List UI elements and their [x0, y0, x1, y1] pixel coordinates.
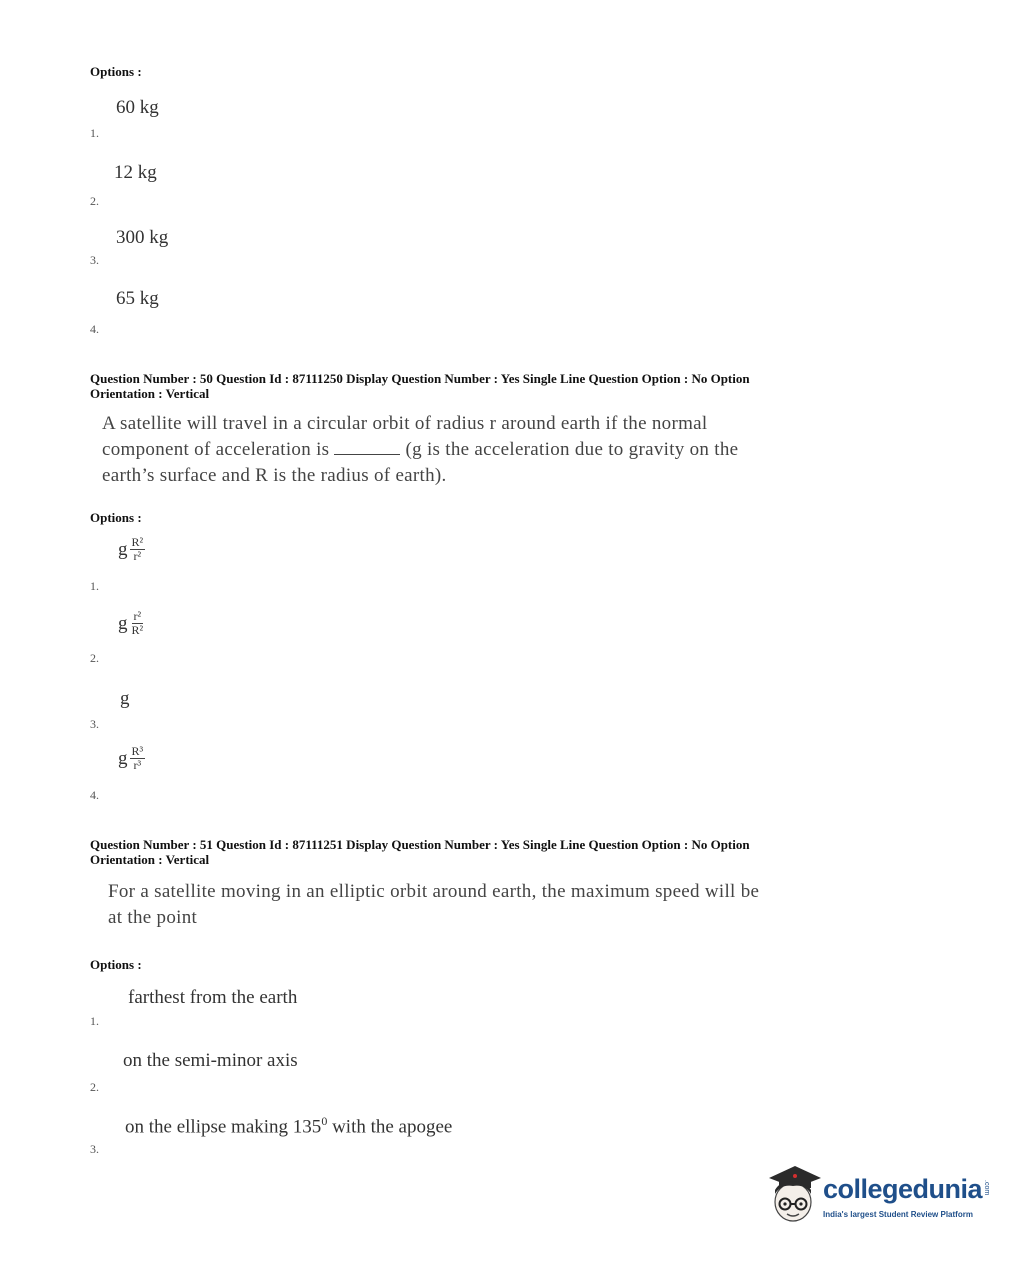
q50-option-2-formula [118, 610, 145, 637]
q50-text-line2 [102, 437, 842, 463]
q50-option-3-number: 3. [90, 717, 99, 731]
q50-options-label: Options : [90, 510, 142, 525]
mascot-icon [765, 1160, 821, 1230]
q51-option-3-text-a: on the ellipse making 135 [125, 1116, 322, 1138]
q50-option-2-numerator: r² [133, 609, 142, 623]
q51-header-line2: Orientation : Vertical [90, 852, 210, 867]
q49-option-2-text: 12 kg [114, 162, 157, 183]
q50-text-line1: A satellite will travel in a circular orbit of radius r around earth if the normal [102, 413, 708, 434]
q50-option-1-denominator: r² [133, 549, 142, 563]
q50-option-1-number: 1. [90, 579, 99, 593]
q50-option-4-formula [118, 745, 145, 772]
q51-option-3-number: 3. [90, 1142, 99, 1156]
q51-option-3-superscript: 0 [321, 1114, 328, 1128]
q49-option-4-number: 4. [90, 322, 99, 336]
q49-option-3-text: 300 kg [116, 227, 169, 248]
q51-option-1-text: farthest from the earth [128, 987, 298, 1008]
q51-question-text [108, 879, 848, 931]
q49-option-3-number: 3. [90, 253, 99, 267]
q50-option-2-number: 2. [90, 651, 99, 665]
q49-option-2-number: 2. [90, 194, 99, 208]
q49-options-label: Options : [90, 64, 142, 79]
q50-question-text [102, 411, 842, 489]
q50-text-line3: earth’s surface and R is the radius of earth). [102, 465, 447, 486]
q50-header [90, 371, 750, 401]
q51-option-3-text-b: with the apogee [327, 1116, 453, 1138]
logo-tagline: India's largest Student Review Platform [823, 1210, 973, 1219]
q50-header-line2: Orientation : Vertical [90, 386, 210, 401]
q50-option-2-fraction [130, 610, 146, 637]
q50-option-3-formula: g [120, 688, 130, 709]
q51-option-2-number: 2. [90, 1080, 99, 1094]
q50-text-line2-b: (g is the acceleration due to gravity on the [405, 439, 739, 460]
q51-option-1-number: 1. [90, 1014, 99, 1028]
q51-header-line1: Question Number : 51 Question Id : 87111251 Display Question Number : Yes Single Line Question Option : No Option [90, 837, 750, 852]
q50-text-line2-a: component of acceleration is [102, 439, 330, 460]
q50-option-4-denominator: r³ [133, 758, 142, 772]
q50-option-4-fraction [130, 745, 146, 772]
logo-brand-name: collegedunia [823, 1174, 983, 1204]
q51-text-line1: For a satellite moving in an elliptic orbit around earth, the maximum speed will be [108, 881, 760, 902]
q50-answer-blank [334, 440, 400, 455]
q51-option-3-text [125, 1114, 452, 1138]
logo-dot-com: .com [983, 1180, 990, 1196]
q50-option-1-numerator: R² [131, 535, 144, 549]
q50-option-2-g: g [118, 612, 128, 634]
q50-option-2-denominator: R² [131, 623, 144, 637]
q50-option-4-number: 4. [90, 788, 99, 802]
q50-option-1-formula [118, 536, 145, 563]
q51-header [90, 837, 750, 867]
q50-header-line1: Question Number : 50 Question Id : 87111250 Display Question Number : Yes Single Line Question Option : No Option [90, 371, 750, 386]
q51-option-2-text: on the semi-minor axis [123, 1050, 298, 1071]
q50-option-1-fraction [130, 536, 146, 563]
q49-option-1-text: 60 kg [116, 97, 159, 118]
q50-option-4-g: g [118, 747, 128, 769]
collegedunia-logo [765, 1160, 990, 1230]
q51-text-line2: at the point [108, 907, 198, 928]
q49-option-1-number: 1. [90, 126, 99, 140]
q51-options-label: Options : [90, 957, 142, 972]
q50-option-4-numerator: R³ [131, 744, 144, 758]
q49-option-4-text: 65 kg [116, 288, 159, 309]
q50-option-1-g: g [118, 538, 128, 560]
